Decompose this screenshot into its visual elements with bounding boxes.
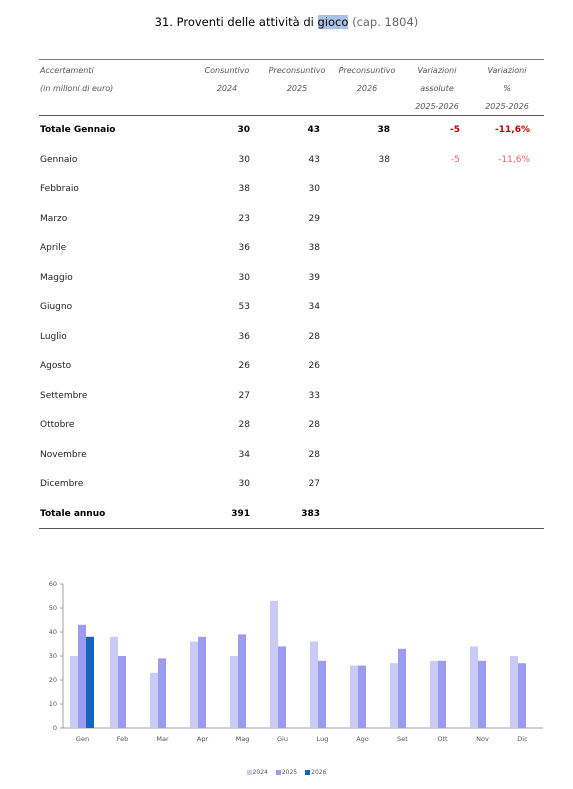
bar-2024-set — [390, 663, 398, 728]
header-label-line1: Accertamenti — [40, 66, 94, 75]
row-value-2025: 33 — [308, 391, 320, 401]
table-row — [0, 332, 573, 346]
bar-2025-lug — [318, 661, 326, 728]
header-col4-line1: Variazioni — [417, 66, 457, 75]
row-label: Marzo — [40, 214, 68, 224]
header-col5-line3: 2025-2026 — [485, 102, 529, 111]
table-top-rule — [39, 59, 544, 60]
row-value-2025: 38 — [308, 243, 320, 253]
row-value-2024: 38 — [238, 184, 250, 194]
bar-2025-dic — [518, 663, 526, 728]
header-col1-line1: Consuntivo — [204, 66, 250, 75]
title-number: 31. — [154, 15, 173, 29]
x-tick-label: Ago — [356, 735, 369, 743]
row-value-2025: 28 — [308, 450, 320, 460]
bar-2024-dic — [510, 656, 518, 728]
row-value-2025: 27 — [308, 479, 320, 489]
bar-2024-ago — [350, 666, 358, 728]
row-label: Agosto — [40, 361, 72, 371]
legend-swatch-2025 — [276, 770, 281, 775]
row-value-2024: 36 — [238, 332, 250, 342]
y-tick-label: 30 — [48, 652, 57, 660]
bar-2025-ott — [438, 661, 446, 728]
x-tick-label: Mar — [156, 735, 169, 743]
table-header-rule — [39, 115, 544, 116]
y-tick-label: 50 — [48, 604, 57, 612]
bar-2024-feb — [110, 637, 118, 728]
row-value-2026: 38 — [378, 155, 390, 165]
row-value-2025: 34 — [308, 302, 320, 312]
y-tick-label: 10 — [48, 700, 57, 708]
y-tick-label: 60 — [48, 580, 57, 588]
x-tick-label: Lug — [316, 735, 329, 743]
header-col5-line2: % — [503, 84, 511, 93]
bar-2025-set — [398, 649, 406, 728]
row-label: Dicembre — [40, 479, 84, 489]
x-tick-label: Ott — [437, 735, 448, 743]
title-highlight: gioco — [317, 15, 349, 29]
y-tick-label: 40 — [48, 628, 57, 636]
row-value-2024: 34 — [238, 450, 250, 460]
table-row — [0, 273, 573, 287]
bar-2026-gen — [86, 637, 94, 728]
row-label: Giugno — [40, 302, 73, 312]
table-row — [0, 243, 573, 257]
row-label: Totale annuo — [40, 509, 106, 519]
legend-label-2024: 2024 — [252, 769, 268, 776]
header-label-line2: (in milioni di euro) — [40, 84, 114, 93]
row-value-2024: 30 — [238, 155, 250, 165]
row-value-2024: 30 — [237, 125, 250, 135]
table-row — [0, 450, 573, 464]
bar-2024-ott — [430, 661, 438, 728]
table-row-total-gennaio — [0, 125, 573, 139]
row-value-2024: 28 — [238, 420, 250, 430]
header-col4-line2: assolute — [420, 84, 454, 93]
y-tick-label: 20 — [48, 676, 57, 684]
x-tick-label: Feb — [116, 735, 129, 743]
legend-label-2025: 2025 — [281, 769, 298, 776]
bar-2025-nov — [478, 661, 486, 728]
row-label: Ottobre — [40, 420, 75, 430]
table-row-total-annuo — [0, 509, 573, 523]
table-row — [0, 420, 573, 434]
legend-item-2024 — [247, 769, 268, 776]
row-value-2025: 26 — [308, 361, 320, 371]
legend-label-2026: 2026 — [311, 769, 327, 776]
bar-2025-giu — [278, 646, 286, 728]
y-tick-label: 0 — [52, 724, 57, 732]
row-value-2025: 383 — [301, 509, 320, 519]
row-value-2025: 43 — [308, 155, 320, 165]
table-row — [0, 184, 573, 198]
row-label: Febbraio — [40, 184, 79, 194]
row-label: Aprile — [40, 243, 67, 253]
x-tick-label: Gen — [75, 735, 90, 743]
title-cap: (cap. 1804) — [352, 15, 419, 29]
header-col1-line2: 2024 — [216, 84, 238, 93]
header-col2-line2: 2025 — [286, 84, 308, 93]
row-variation-pct: -11,6% — [495, 125, 530, 135]
bar-2025-gen — [78, 625, 86, 728]
title-text: Proventi delle attività di — [176, 15, 318, 29]
row-value-2025: 43 — [307, 125, 320, 135]
bar-2025-mag — [238, 634, 246, 728]
chart-legend — [0, 769, 573, 776]
page-title — [0, 15, 573, 29]
table-row — [0, 479, 573, 493]
bar-2024-giu — [270, 601, 278, 728]
bar-2025-apr — [198, 637, 206, 728]
row-label: Maggio — [40, 273, 73, 283]
x-tick-label: Apr — [196, 735, 209, 743]
row-value-2025: 29 — [308, 214, 320, 224]
row-value-2024: 30 — [238, 273, 250, 283]
row-value-2025: 28 — [308, 420, 320, 430]
table-row — [0, 155, 573, 169]
row-variation-abs: -5 — [451, 155, 460, 165]
legend-swatch-2026 — [305, 770, 310, 775]
bar-2025-feb — [118, 656, 126, 728]
row-label: Novembre — [40, 450, 87, 460]
bar-2024-mag — [230, 656, 238, 728]
legend-item-2025 — [276, 769, 297, 776]
row-value-2024: 27 — [238, 391, 250, 401]
x-tick-label: Nov — [476, 735, 489, 743]
row-label: Gennaio — [40, 155, 78, 165]
row-label: Totale Gennaio — [40, 125, 116, 135]
table-row — [0, 302, 573, 316]
bar-2025-mar — [158, 658, 166, 728]
row-value-2024: 391 — [231, 509, 250, 519]
row-label: Luglio — [40, 332, 67, 342]
table-bottom-rule — [39, 528, 544, 529]
header-col5-line1: Variazioni — [487, 66, 527, 75]
bar-chart — [0, 570, 573, 765]
row-value-2024: 26 — [238, 361, 250, 371]
bar-2024-mar — [150, 673, 158, 728]
row-value-2026: 38 — [377, 125, 390, 135]
row-value-2024: 30 — [238, 479, 250, 489]
table-row — [0, 214, 573, 228]
row-value-2025: 30 — [308, 184, 320, 194]
row-variation-abs: -5 — [450, 125, 460, 135]
row-value-2025: 39 — [308, 273, 320, 283]
bar-2024-lug — [310, 642, 318, 728]
bar-2024-gen — [70, 656, 78, 728]
row-label: Settembre — [40, 391, 88, 401]
table-row — [0, 391, 573, 405]
row-variation-pct: -11,6% — [498, 155, 530, 165]
row-value-2024: 36 — [238, 243, 250, 253]
bar-2024-apr — [190, 642, 198, 728]
legend-swatch-2024 — [247, 770, 252, 775]
bar-2025-ago — [358, 666, 366, 728]
header-col4-line3: 2025-2026 — [415, 102, 459, 111]
row-value-2025: 28 — [308, 332, 320, 342]
row-value-2024: 53 — [238, 302, 250, 312]
table-row — [0, 361, 573, 375]
legend-item-2026 — [305, 769, 326, 776]
x-tick-label: Giu — [277, 735, 288, 743]
row-value-2024: 23 — [238, 214, 250, 224]
header-col3-line1: Preconsuntivo — [338, 66, 396, 75]
x-tick-label: Mag — [235, 735, 250, 743]
header-col3-line2: 2026 — [356, 84, 378, 93]
x-tick-label: Set — [397, 735, 408, 743]
x-tick-label: Dic — [517, 735, 528, 743]
header-col2-line1: Preconsuntivo — [268, 66, 326, 75]
bar-2024-nov — [470, 646, 478, 728]
